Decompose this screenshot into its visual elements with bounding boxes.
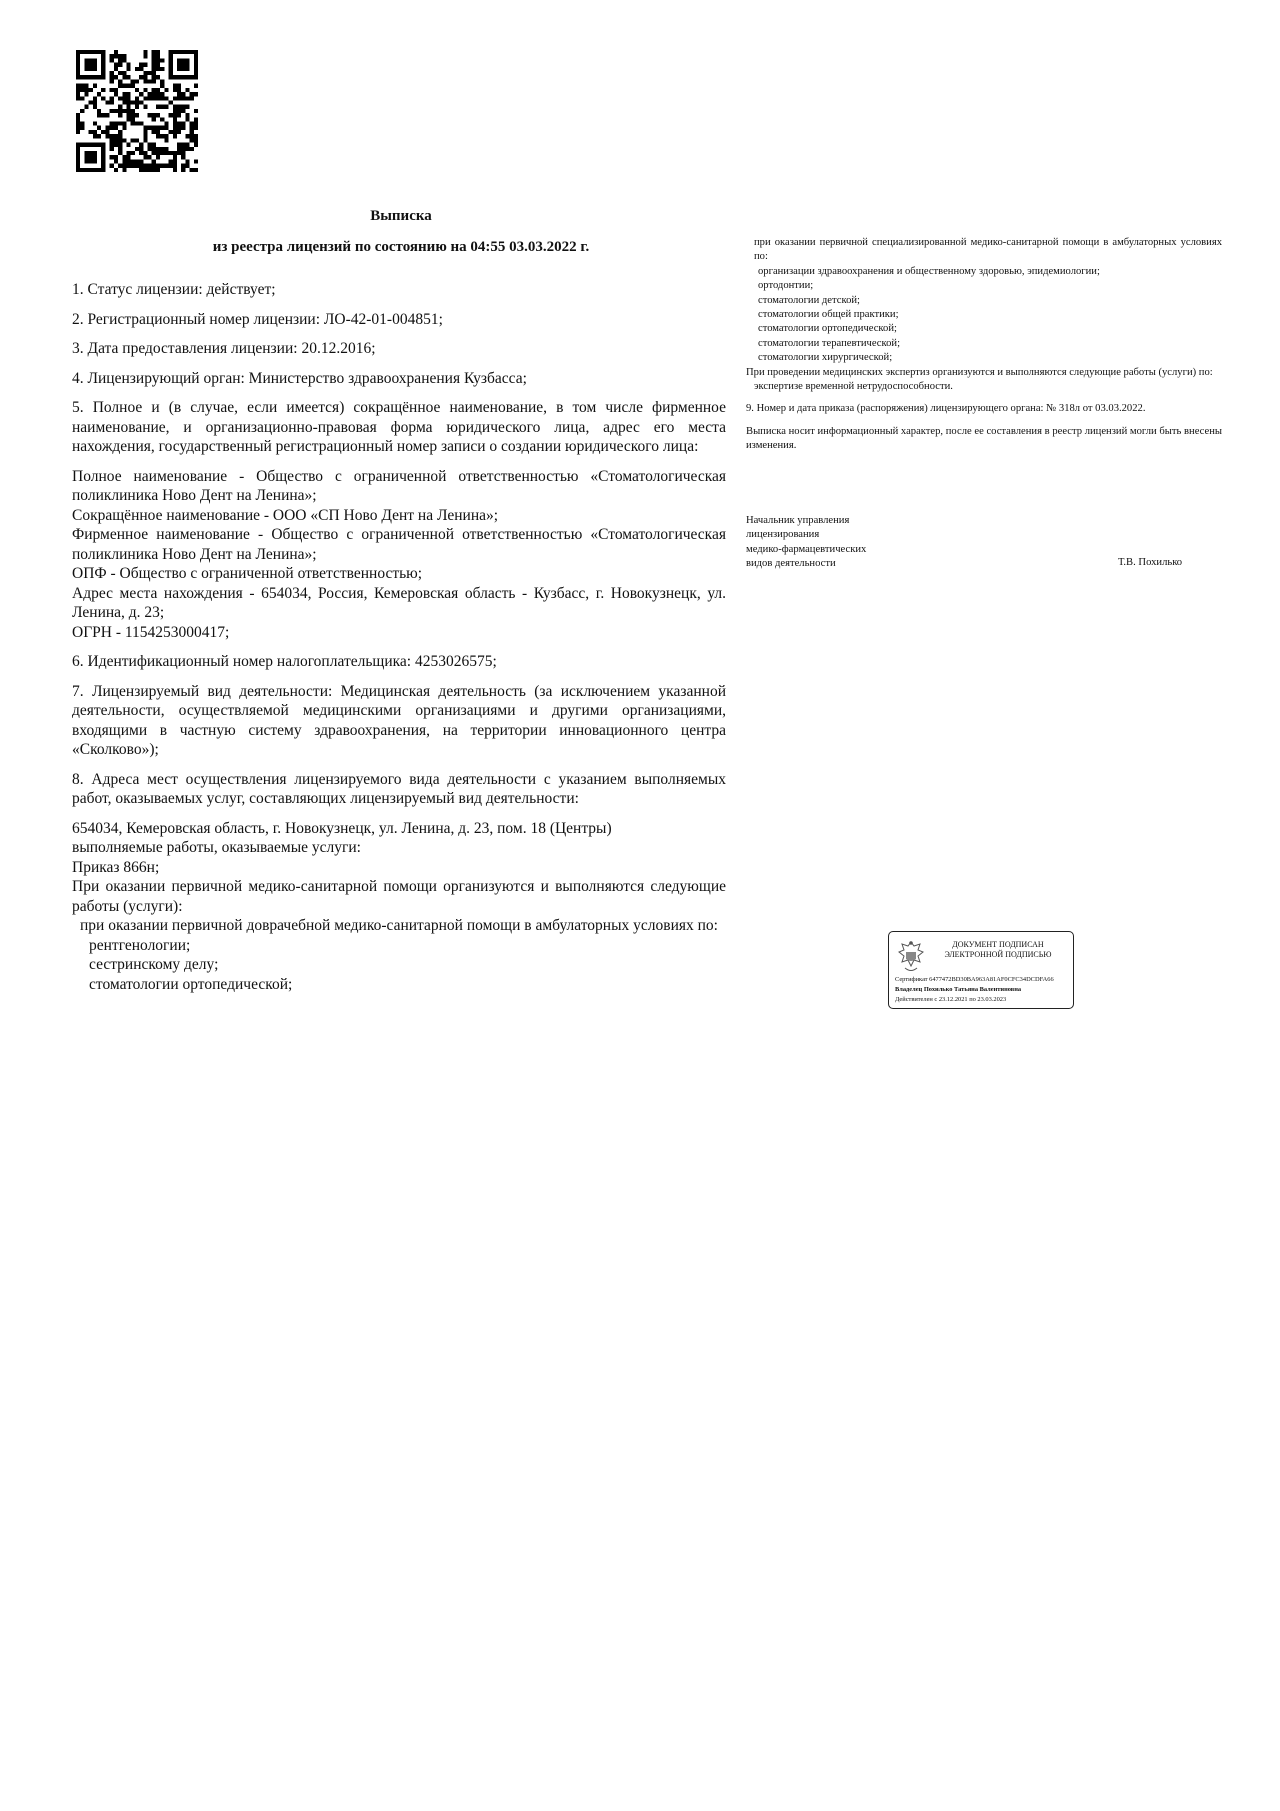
signer-name: Т.В. Похилько [1118,557,1183,568]
full-name: Полное наименование - Общество с ограниченной ответственностью «Стоматологическая поликлиника Ново Дент на Ленина»; [72,467,726,504]
licensing-authority: 4. Лицензирующий орган: Министерство здравоохранения Кузбасса; [72,369,527,387]
disclaimer-note: Выписка носит информационный характер, после ее составления в реестр лицензий могли быть внесены изменения. [746,425,1222,452]
short-name: Сокращённое наименование - ООО «СП Ново Дент на Ленина»; [72,506,499,524]
activity-type: 7. Лицензируемый вид деятельности: Медицинская деятельность (за исключением указанной деятельности, осуществляемой медицинскими организациями и другими организациями, входящими в частную систему здравоохранения, на территории инновационного центра «Сколково»); [72,682,726,758]
stamp-title [929,940,1067,960]
service-item: сестринскому делу; [89,956,219,973]
signer-line: медико-фармацевтических [746,543,867,555]
specialized-care-intro: при оказании первичной специализированной медико-санитарной помощи в амбулаторных условиях по: [754,237,1222,263]
stamp-certificate: Сертификат 6477472BD30BA963A81AF0CFC34DCDFA66 [895,976,1054,983]
stamp-title-line: ЭЛЕКТРОННОЙ ПОДПИСЬЮ [944,950,1052,959]
expertise-item: экспертизе временной нетрудоспособности. [754,381,953,393]
license-date: 3. Дата предоставления лицензии: 20.12.2016; [72,340,376,357]
stamp-title-line: ДОКУМЕНТ ПОДПИСАН [952,940,1044,949]
license-status: 1. Статус лицензии: действует; [72,281,276,298]
primary-care-intro: При оказании первичной медико-санитарной помощи организуются и выполняются следующие работы (услуги): [72,878,726,915]
e-signature-stamp [888,931,1074,1009]
service-item: рентгенологии; [89,936,191,954]
spec-item: стоматологии ортопедической; [758,323,897,335]
document-title: Выписка [370,208,432,224]
spec-item: стоматологии хирургической; [758,352,893,364]
org-names-heading: 5. Полное и (в случае, если имеется) сокращённое наименование, в том числе фирменное наименование, и организационно-правовая форма юридического лица, адрес его места нахождения, государственный регистрационный номер записи о создании юридического лица: [72,399,726,455]
expertise-intro: При проведении медицинских экспертиз организуются и выполняются следующие работы (услуги) по: [746,366,1213,378]
coat-of-arms-icon [897,939,925,975]
spec-item: стоматологии общей практики; [758,309,899,321]
opf: ОПФ - Общество с ограниченной ответственностью; [72,565,423,582]
order-number: 9. Номер и дата приказа (распоряжения) лицензирующего органа: № 318л от 03.03.2022. [746,403,1146,415]
stamp-validity: Действителен с 23.12.2021 по 23.03.2023 [895,996,1007,1003]
ogrn: ОГРН - 1154253000417; [72,623,230,641]
signer-line: Начальник управления [746,515,850,526]
primary-care-subheading: при оказании первичной доврачебной медико-санитарной помощи в амбулаторных условиях по: [80,917,718,934]
inn: 6. Идентификационный номер налогоплательщика: 4253026575; [72,653,497,670]
qr-code-icon [76,50,198,172]
spec-item: стоматологии детской; [758,294,860,306]
activity-places-heading: 8. Адреса мест осуществления лицензируемого вида деятельности с указанием выполняемых работ, оказываемых услуг, составляющих лицензируемый вид деятельности: [72,770,726,807]
signer-line: видов деятельности [746,558,836,570]
firm-name: Фирменное наименование - Общество с ограниченной ответственностью «Стоматологическая поликлиника Ново Дент на Ленина»; [72,526,726,563]
order: Приказ 866н; [72,858,160,876]
activity-place: 654034, Кемеровская область, г. Новокузнецк, ул. Ленина, д. 23, пом. 18 (Центры) [72,819,612,837]
spec-item: организации здравоохранения и общественному здоровью, эпидемиологии; [758,265,1100,277]
right-column [746,236,1222,454]
address: Адрес места нахождения - 654034, Россия, Кемеровская область - Кузбасс, г. Новокузнецк, ул. Ленина, д. 23; [72,584,726,621]
works-label: выполняемые работы, оказываемые услуги: [72,839,361,856]
spec-item: ортодонтии; [758,280,814,292]
stamp-owner: Владелец Похилько Татьяна Валентиновна [895,986,1022,993]
left-column [72,280,726,994]
spec-item: стоматологии терапевтической; [758,337,901,349]
license-number: 2. Регистрационный номер лицензии: ЛО-42-01-004851; [72,310,443,328]
document-subtitle: из реестра лицензий по состоянию на 04:55 03.03.2022 г. [212,239,590,255]
signer-line: лицензирования [746,529,820,541]
service-item: стоматологии ортопедической; [89,975,293,993]
